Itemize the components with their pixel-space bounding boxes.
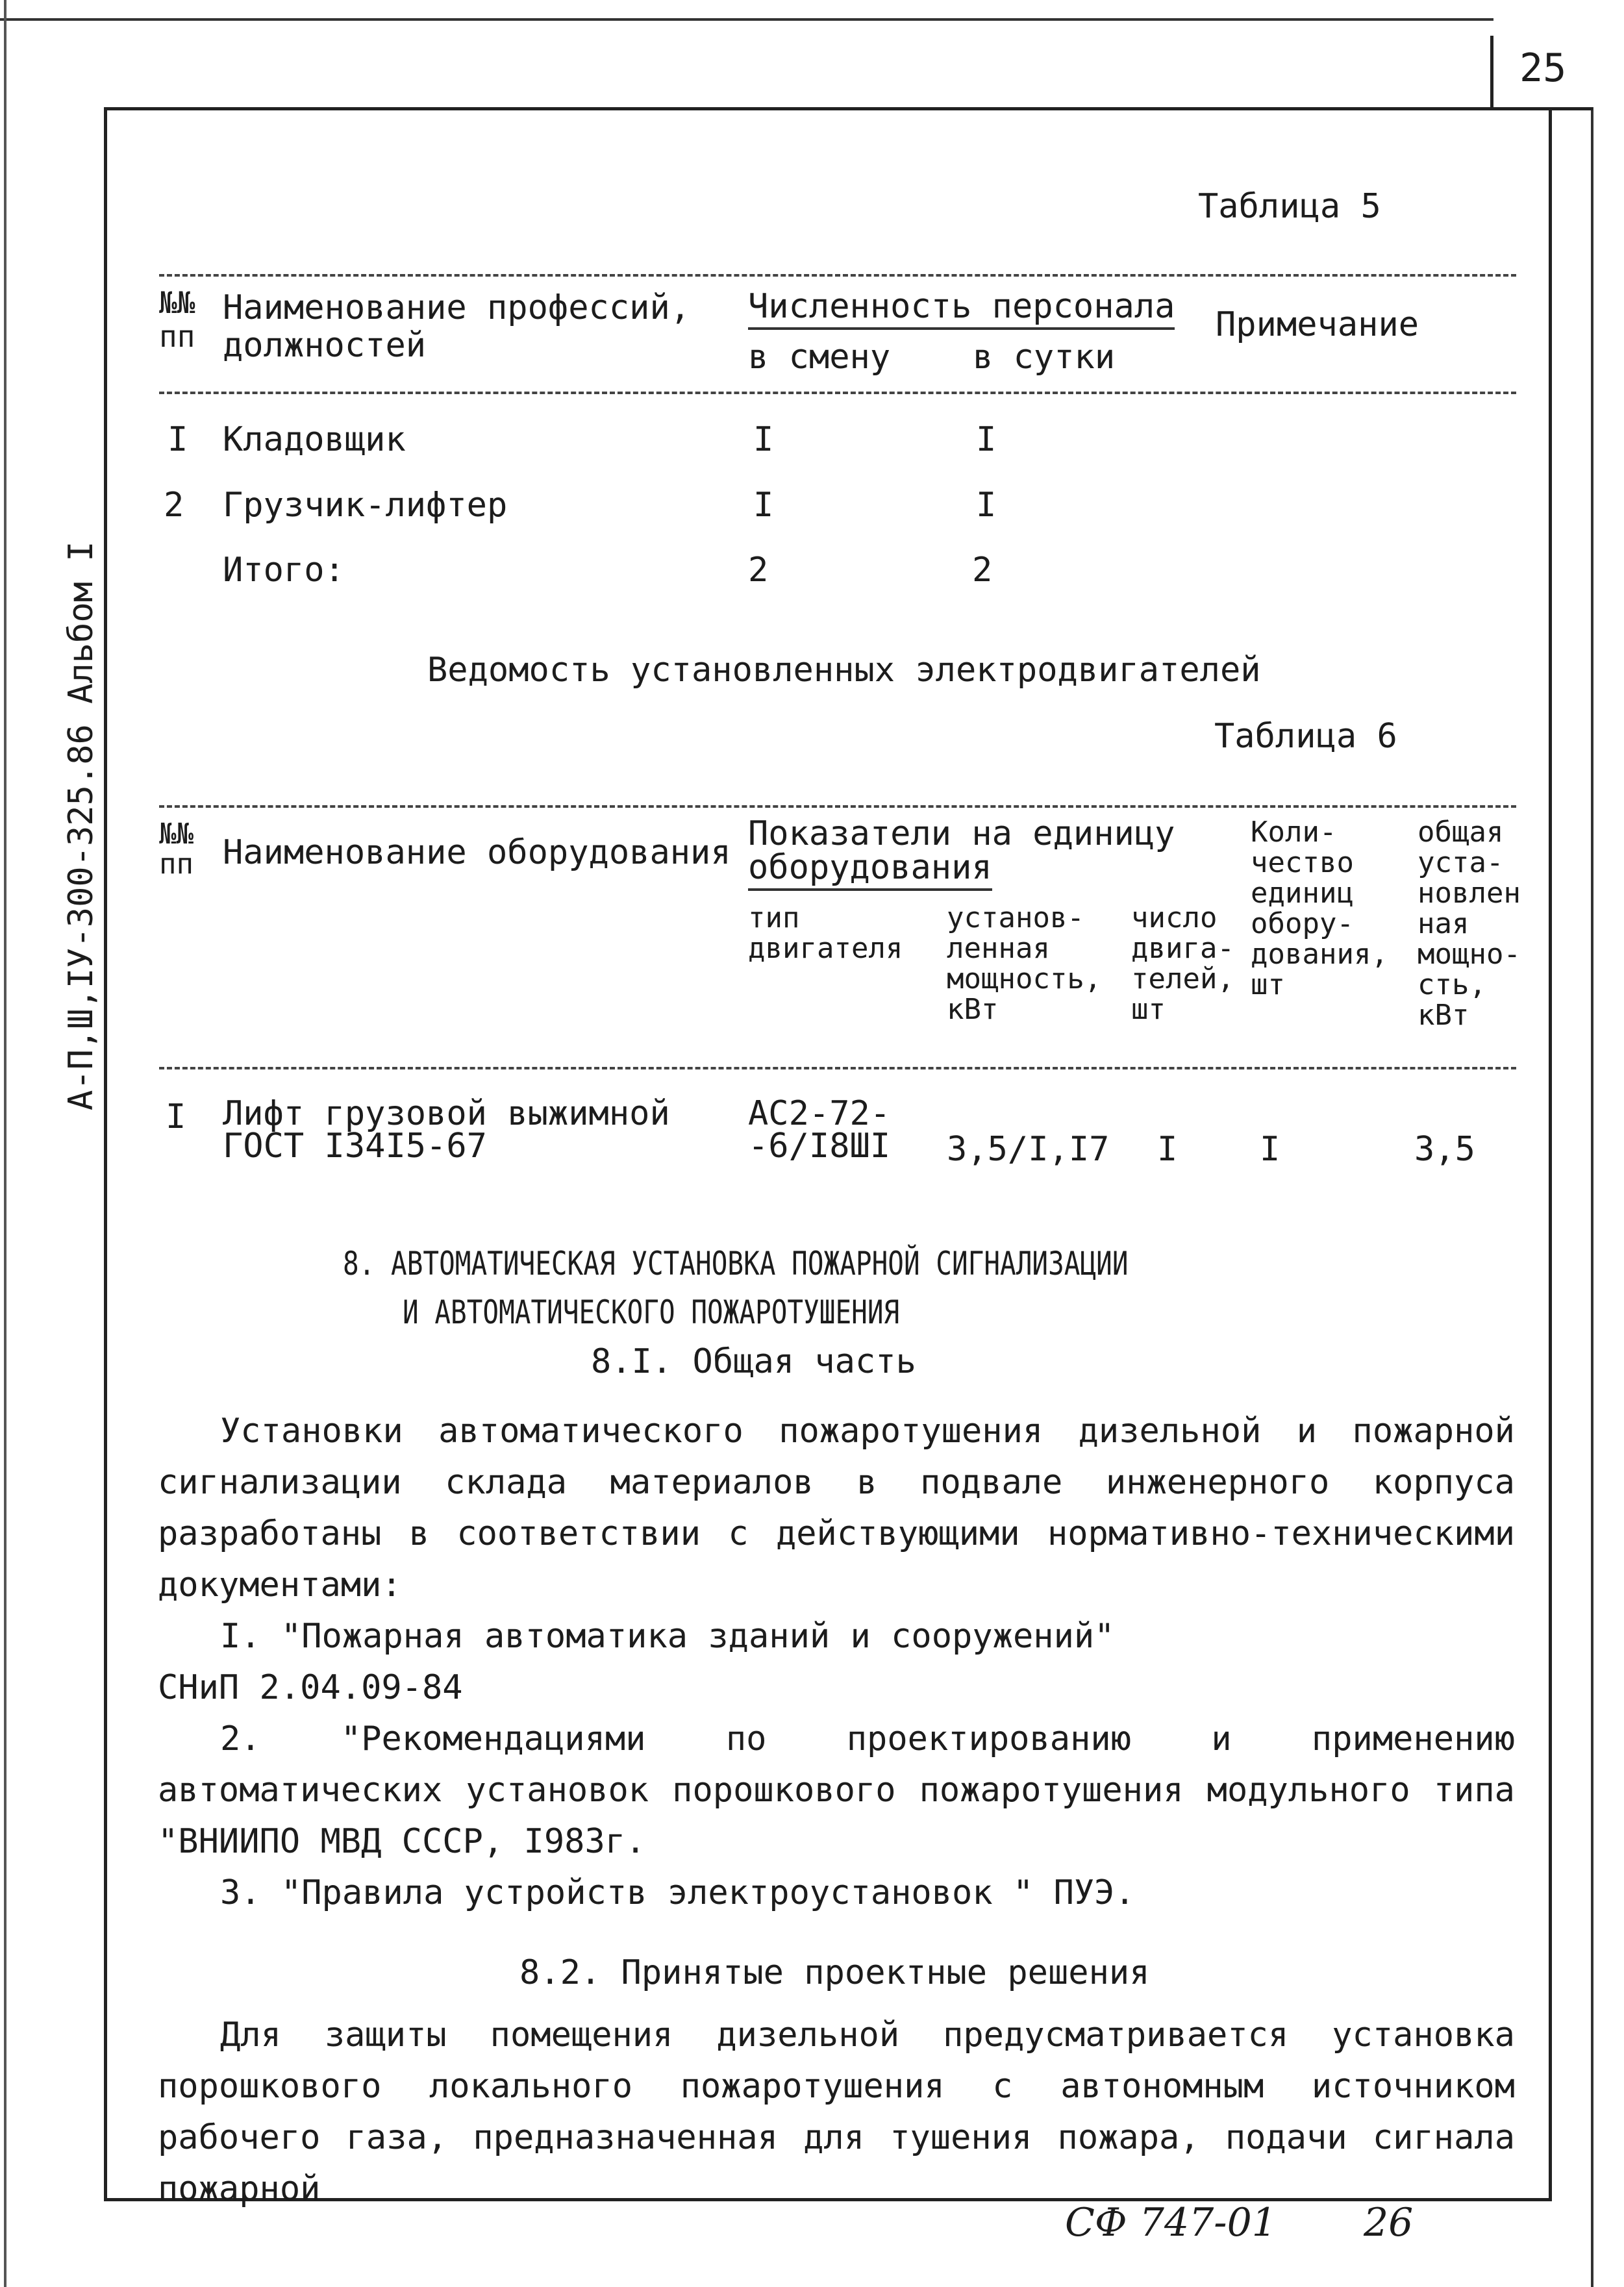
table6-col-motors-header: число двига- телей, шт — [1131, 901, 1234, 1026]
top-edge-line — [0, 18, 1493, 21]
section8-para1: Установки автоматического пожаротушения дизельной и пожарной сигнализации склада материалов в подвале инженерного корпуса разработаны в соответствии с действующими нормативно-техническими документами: — [158, 1412, 1515, 1605]
table5-row-1-shift: I — [753, 420, 774, 459]
table5-top-rule — [159, 274, 1516, 277]
section8-sub1: 8.I. Общая часть — [591, 1342, 916, 1381]
section8-item1: I. "Пожарная автоматика зданий и сооружений" — [220, 1617, 1115, 1656]
left-edge-line — [4, 0, 6, 2287]
table6-col-total-header: общая уста- новлен ная мощно- сть, кВт — [1418, 816, 1521, 1032]
table5-row-2-shift: I — [753, 486, 774, 525]
table6-col-power-header: установ- ленная мощность, кВт — [947, 901, 1102, 1026]
table6-title: Ведомость установленных электродвигателей — [427, 651, 1261, 690]
table5-row-1-name: Кладовщик — [223, 420, 406, 459]
section8-sub2: 8.2. Принятые проектные решения — [519, 1953, 1150, 1992]
table5-total-shift: 2 — [748, 551, 769, 590]
table6-row-1-power: 3,5/I,I7 — [947, 1130, 1110, 1169]
table5-col-day-header: в сутки — [973, 338, 1116, 377]
table5-row-2-name: Грузчик-лифтер — [223, 486, 508, 525]
section8-body2 — [158, 2010, 1515, 2215]
table6-row-1-total: 3,5 — [1414, 1130, 1475, 1169]
table6-row-1-type: АС2-72- -6/I8ШI — [748, 1094, 891, 1166]
table5-col-name-header: Наименование профессий, должностей — [223, 288, 691, 365]
table6-row-1-motors: I — [1157, 1130, 1178, 1169]
section8-heading-line2: И АВТОМАТИЧЕСКОГО ПОЖАРОТУШЕНИЯ — [403, 1293, 900, 1331]
table5-group-header: Численность персонала — [748, 287, 1175, 330]
side-label: А-П,Ш,IУ-300-325.86 Альбом I — [62, 541, 101, 1110]
table6-col-qty-header: Коли- чество единиц обору- дования, шт — [1251, 816, 1388, 1001]
table5-col-note-header: Примечание — [1216, 305, 1419, 344]
table6-col-name-header: Наименование оборудования — [223, 833, 731, 872]
table6-group-header-line2: оборудования — [748, 848, 992, 891]
footer-page-number: 26 — [1364, 2200, 1414, 2245]
section8-para2: Для защиты помещения дизельной предусматривается установка порошкового локального пожаротушения с автономным источником рабочего газа, предназначенная для тушения пожара, подачи сигнала пожарной — [158, 2016, 1515, 2208]
table6-row-1-name: Лифт грузовой выжимной ГОСТ I34I5-67 — [223, 1094, 670, 1166]
table5-col-shift-header: в смену — [748, 338, 891, 377]
table5-total-label: Итого: — [223, 551, 345, 590]
section8-item3: 3. "Правила устройств электроустановок " ПУЭ. — [220, 1873, 1135, 1912]
section8-item2: 2. "Рекомендациями по проектированию и применению автоматических установок порошкового пожаротушения модульного типа "ВНИИПО МВД СССР, I983г. — [158, 1719, 1515, 1861]
table6-group-header — [748, 814, 1175, 887]
table5-col-num-header: №№ пп — [159, 285, 195, 354]
right-binding-line — [1591, 107, 1593, 2287]
section8-heading-line1: 8. АВТОМАТИЧЕСКАЯ УСТАНОВКА ПОЖАРНОЙ СИГНАЛИЗАЦИИ — [343, 1245, 1129, 1282]
footer-code: СФ 747-01 — [1065, 2200, 1277, 2245]
table6-row-1-qty: I — [1260, 1130, 1280, 1169]
section8-body — [158, 1406, 1515, 1919]
table5-header-rule — [159, 392, 1516, 394]
page-number-box — [1490, 36, 1593, 110]
table5-row-1-num: I — [168, 420, 188, 459]
page-number: 25 — [1519, 45, 1567, 91]
table6-col-num-header: №№ пп — [159, 818, 194, 881]
table6-caption: Таблица 6 — [1214, 717, 1397, 756]
section8-item1-ref: СНиП 2.04.09-84 — [158, 1668, 463, 1707]
table5-caption: Таблица 5 — [1198, 187, 1381, 226]
table6-row-1-num: I — [166, 1097, 186, 1136]
table6-col-type-header: тип двигателя — [748, 901, 903, 965]
table5-total-day: 2 — [972, 551, 993, 590]
table6-top-rule — [159, 805, 1516, 808]
table6-header-rule — [159, 1067, 1516, 1069]
table5-row-2-num: 2 — [164, 486, 184, 525]
table6-group-header-line1: Показатели на единицу — [748, 814, 1175, 853]
table5-row-2-day: I — [976, 486, 997, 525]
table5-row-1-day: I — [976, 420, 997, 459]
